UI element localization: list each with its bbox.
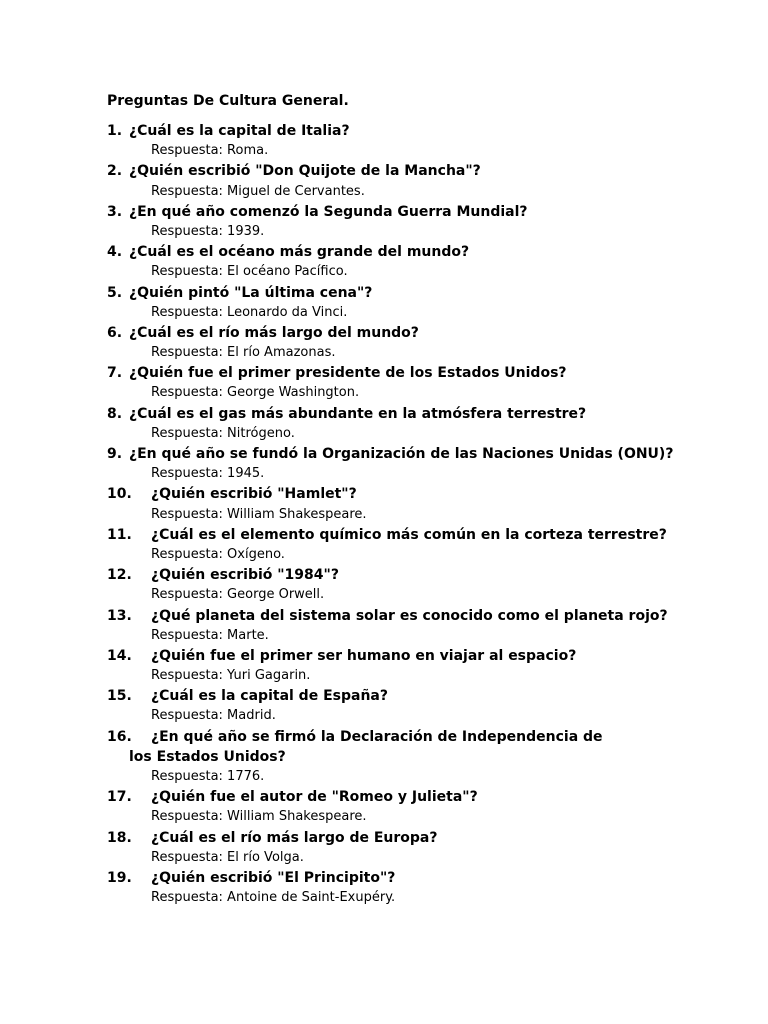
answer-text: Respuesta: George Orwell. (151, 587, 325, 603)
list-item (0, 646, 768, 686)
answer-text: Respuesta: William Shakespeare. (151, 809, 367, 825)
question-number: 3. (107, 203, 123, 220)
question-text: ¿Quién pintó "La última cena"? (129, 284, 373, 301)
question-number: 18. (107, 829, 132, 846)
question-text: ¿Quién escribió "El Principito"? (151, 869, 396, 886)
question-text: ¿Quién fue el autor de "Romeo y Julieta"? (151, 789, 478, 806)
question-list (0, 121, 768, 908)
list-item (0, 363, 768, 403)
question-number: 8. (107, 405, 123, 422)
answer-text: Respuesta: El río Amazonas. (151, 345, 336, 361)
answer-text: Respuesta: Antoine de Saint-Exupéry. (151, 890, 396, 906)
question-number: 19. (107, 869, 132, 886)
answer-text: Respuesta: George Washington. (151, 385, 360, 401)
question-line (0, 202, 768, 222)
answer-text: Respuesta: Yuri Gagarin. (151, 668, 311, 684)
question-text: ¿Cuál es el río más largo de Europa? (151, 829, 438, 846)
question-line (0, 606, 768, 626)
question-line (0, 868, 768, 888)
question-line (0, 161, 768, 181)
list-item (0, 202, 768, 242)
answer-text: Respuesta: Marte. (151, 627, 269, 643)
list-item (0, 323, 768, 363)
answer-line (0, 807, 768, 827)
list-item (0, 242, 768, 282)
question-text: ¿Cuál es el océano más grande del mundo? (129, 244, 470, 261)
question-line (0, 828, 768, 848)
list-item (0, 444, 768, 484)
question-number: 7. (107, 365, 123, 382)
question-line (0, 686, 768, 706)
question-number: 13. (107, 607, 132, 624)
list-item (0, 283, 768, 323)
answer-line (0, 626, 768, 646)
question-number: 2. (107, 163, 123, 180)
list-item (0, 525, 768, 565)
list-item (0, 606, 768, 646)
question-line (0, 283, 768, 303)
question-line (0, 323, 768, 343)
list-item (0, 565, 768, 605)
question-text: ¿Cuál es el gas más abundante en la atmósfera terrestre? (129, 405, 587, 422)
question-number: 5. (107, 284, 123, 301)
list-item (0, 787, 768, 827)
document-title: Preguntas De Cultura General. (107, 93, 349, 109)
answer-line (0, 888, 768, 908)
answer-text: Respuesta: 1945. (151, 466, 265, 482)
answer-text: Respuesta: Nitrógeno. (151, 425, 295, 441)
answer-text: Respuesta: El río Volga. (151, 849, 304, 865)
question-text: ¿Cuál es el elemento químico más común en la corteza terrestre? (151, 526, 667, 543)
answer-line (0, 182, 768, 202)
question-text: ¿Cuál es la capital de Italia? (129, 123, 350, 139)
question-number: 14. (107, 647, 132, 664)
answer-text: Respuesta: 1939. (151, 223, 265, 239)
list-item (0, 686, 768, 726)
answer-line (0, 706, 768, 726)
question-line (0, 525, 768, 545)
answer-line (0, 848, 768, 868)
question-number: 6. (107, 324, 123, 341)
question-text: ¿Quién fue el primer presidente de los Estados Unidos? (129, 365, 567, 382)
question-text: ¿Quién fue el primer ser humano en viajar al espacio? (151, 647, 577, 664)
question-number: 4. (107, 244, 123, 261)
question-text: ¿Quién escribió "Don Quijote de la Mancha"? (129, 163, 481, 180)
answer-line (0, 343, 768, 363)
question-line (0, 565, 768, 585)
question-line (0, 363, 768, 383)
question-line (0, 646, 768, 666)
question-text: ¿Cuál es el río más largo del mundo? (129, 324, 419, 341)
question-text: ¿En qué año se fundó la Organización de las Naciones Unidas (ONU)? (129, 446, 674, 462)
question-line (0, 242, 768, 262)
answer-text: Respuesta: Oxígeno. (151, 546, 285, 562)
list-item (0, 121, 768, 161)
question-line (0, 727, 768, 767)
answer-line (0, 262, 768, 282)
question-line (0, 404, 768, 424)
question-number: 15. (107, 688, 132, 705)
answer-line (0, 666, 768, 686)
question-text: ¿En qué año comenzó la Segunda Guerra Mundial? (129, 203, 528, 220)
answer-line (0, 141, 768, 161)
list-item (0, 484, 768, 524)
question-number: 10. (107, 486, 132, 503)
list-item (0, 828, 768, 868)
question-number: 12. (107, 567, 132, 584)
answer-line (0, 464, 768, 484)
answer-text: Respuesta: Miguel de Cervantes. (151, 183, 365, 199)
question-number: 9. (107, 446, 123, 462)
list-item (0, 727, 768, 788)
question-number: 16. (107, 728, 132, 745)
list-item (0, 868, 768, 908)
question-text: ¿Quién escribió "1984"? (151, 567, 339, 584)
answer-line (0, 222, 768, 242)
answer-text: Respuesta: Roma. (151, 143, 269, 159)
answer-line (0, 303, 768, 323)
list-item (0, 404, 768, 444)
answer-text: Respuesta: El océano Pacífico. (151, 264, 348, 280)
question-line (0, 484, 768, 504)
answer-text: Respuesta: 1776. (151, 769, 265, 785)
question-text: ¿Cuál es la capital de España? (151, 688, 388, 705)
question-number: 17. (107, 789, 132, 806)
answer-line (0, 545, 768, 565)
answer-text: Respuesta: William Shakespeare. (151, 506, 367, 522)
question-line (0, 121, 768, 141)
question-line (0, 787, 768, 807)
answer-line (0, 424, 768, 444)
question-number: 1. (107, 123, 123, 139)
answer-line (0, 767, 768, 787)
question-text: ¿Qué planeta del sistema solar es conocido como el planeta rojo? (151, 607, 668, 624)
answer-line (0, 383, 768, 403)
question-number: 11. (107, 526, 132, 543)
question-text: ¿Quién escribió "Hamlet"? (151, 486, 357, 503)
answer-line (0, 585, 768, 605)
question-text: ¿En qué año se firmó la Declaración de Independencia de los Estados Unidos? (129, 728, 603, 765)
answer-text: Respuesta: Madrid. (151, 708, 276, 724)
answer-line (0, 505, 768, 525)
question-line (0, 444, 768, 464)
list-item (0, 161, 768, 201)
answer-text: Respuesta: Leonardo da Vinci. (151, 304, 348, 320)
